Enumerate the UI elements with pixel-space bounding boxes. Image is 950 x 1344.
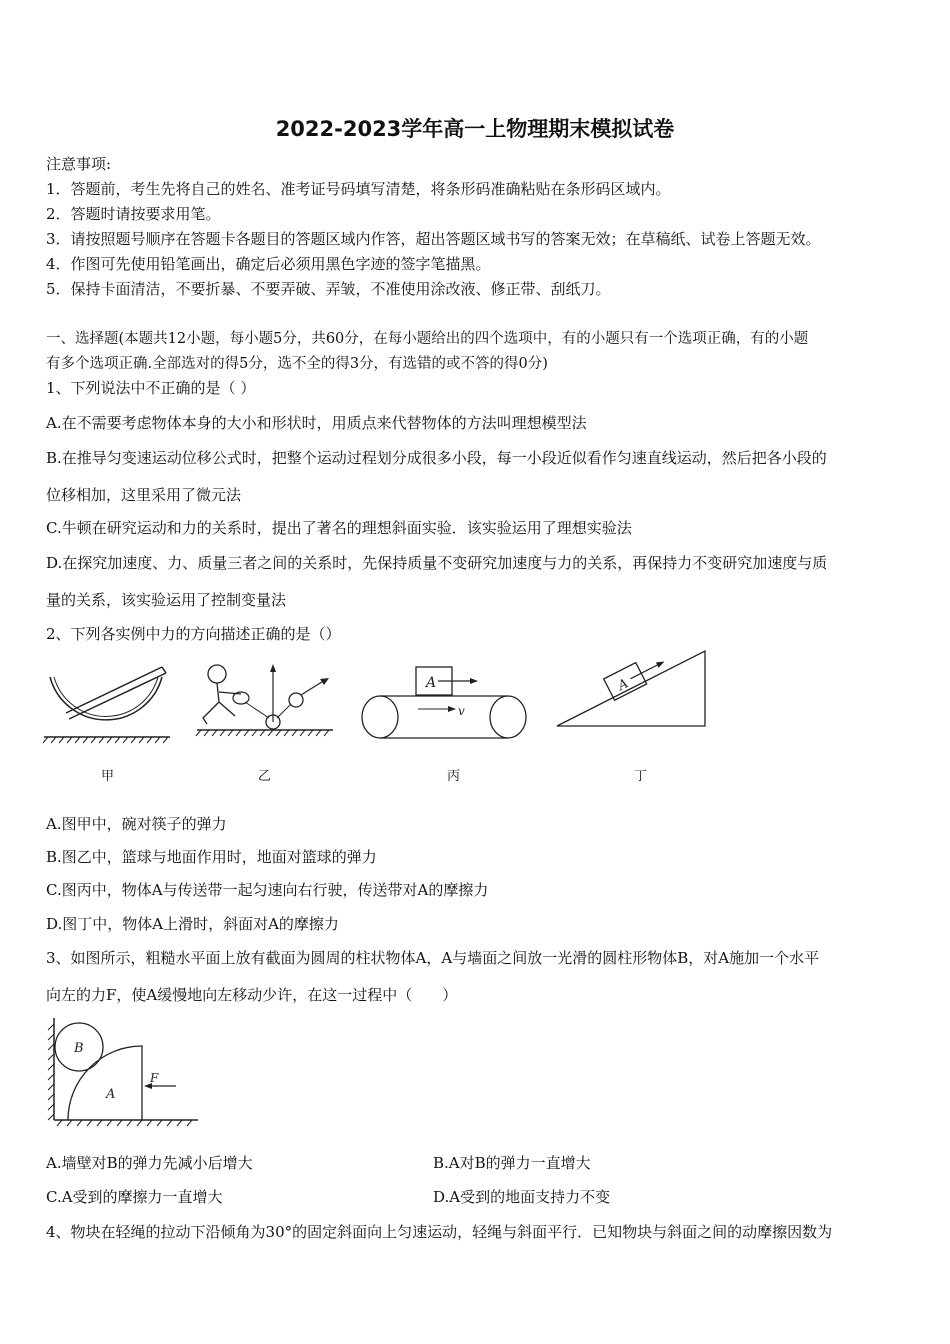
question-3-stem-cont: 向左的力F，使A缓慢地向左移动少许，在这一过程中（ ） [46,986,458,1004]
question-1-option-d: D.在探究加速度、力、质量三者之间的关系时，先保持质量不变研究加速度与力的关系，再保持力不变研究加速度与质 [46,554,828,572]
question-1-option-d-cont: 量的关系，该实验运用了控制变量法 [46,591,287,609]
incline-block-label: A [615,676,631,694]
section-heading: 一、选择题(本题共12小题，每小题5分，共60分，在每小题给出的四个选项中，有的小题只有一个选项正确，有的小题 [46,331,809,347]
notice-item: 3．请按照题号顺序在答题卡各题目的答题区域内作答，超出答题区域书写的答案无效；在草稿纸、试卷上答题无效。 [46,230,821,248]
question-3-option-c: C.A受到的摩擦力一直增大 [46,1188,223,1206]
question-1-stem: 1、下列说法中不正确的是（ ） [46,379,256,397]
question-2-option-a: A.图甲中，碗对筷子的弹力 [46,815,227,833]
figure-caption-ding: 丁 [634,769,648,784]
question-2-option-d: D.图丁中，物体A上滑时，斜面对A的摩擦力 [46,915,339,933]
figure-bowl-chopstick [40,655,175,745]
question-2-option-b: B.图乙中，篮球与地面作用时，地面对篮球的弹力 [46,848,377,866]
notice-item: 1．答题前，考生先将自己的姓名、准考证号码填写清楚，将条形码准确粘贴在条形码区域内。 [46,180,671,198]
question-1-option-c: C.牛顿在研究运动和力的关系时，提出了著名的理想斜面实验．该实验运用了理想实验法 [46,519,632,537]
figure-caption-yi: 乙 [258,769,272,784]
velocity-label: v [458,704,465,718]
quarter-cylinder-a-label: A [106,1087,116,1102]
figure-caption-bing: 丙 [447,769,461,784]
cylinder-b-label: B [74,1041,84,1056]
figure-incline [555,645,710,730]
question-2-stem: 2、下列各实例中力的方向描述正确的是（） [46,625,341,643]
question-3-option-d: D.A受到的地面支持力不变 [433,1188,611,1206]
page-title: 2022-2023学年高一上物理期末模拟试卷 [275,117,675,141]
notice-heading: 注意事项: [46,155,112,173]
figure-basketball [193,658,338,743]
block-label-a: A [426,675,437,691]
question-2-option-c: C.图丙中，物体A与传送带一起匀速向右行驶，传送带对A的摩擦力 [46,881,489,899]
figure-wall-quarter-cylinder [44,1014,204,1129]
figure-caption-jia: 甲 [101,769,115,784]
question-1-option-b-cont: 位移相加，这里采用了微元法 [46,486,242,504]
notice-item: 5．保持卡面清洁，不要折暴、不要弄破、弄皱，不准使用涂改液、修正带、刮纸刀。 [46,280,611,298]
question-3-option-b: B.A对B的弹力一直增大 [433,1154,591,1172]
section-heading-cont: 有多个选项正确.全部选对的得5分，选不全的得3分，有选错的或不答的得0分) [46,356,548,372]
figure-conveyor [356,663,536,743]
question-4-stem: 4、物块在轻绳的拉动下沿倾角为30°的固定斜面向上匀速运动，轻绳与斜面平行．已知物块与斜面之间的动摩擦因数为 [46,1223,833,1241]
question-3-stem: 3、如图所示，粗糙水平面上放有截面为圆周的柱状物体A，A与墙面之间放一光滑的圆柱形物体B，对A施加一个水平 [46,949,820,967]
question-3-option-a: A.墙壁对B的弹力先减小后增大 [46,1154,253,1172]
question-1-option-b: B.在推导匀变速运动位移公式时，把整个运动过程划分成很多小段，每一小段近似看作匀速直线运动，然后把各小段的 [46,449,827,467]
question-1-option-a: A.在不需要考虑物体本身的大小和形状时，用质点来代替物体的方法叫理想模型法 [46,414,587,432]
force-f-label: F [150,1071,159,1085]
notice-item: 2．答题时请按要求用笔。 [46,205,221,223]
notice-item: 4．作图可先使用铅笔画出，确定后必须用黑色字迹的签字笔描黑。 [46,255,491,273]
